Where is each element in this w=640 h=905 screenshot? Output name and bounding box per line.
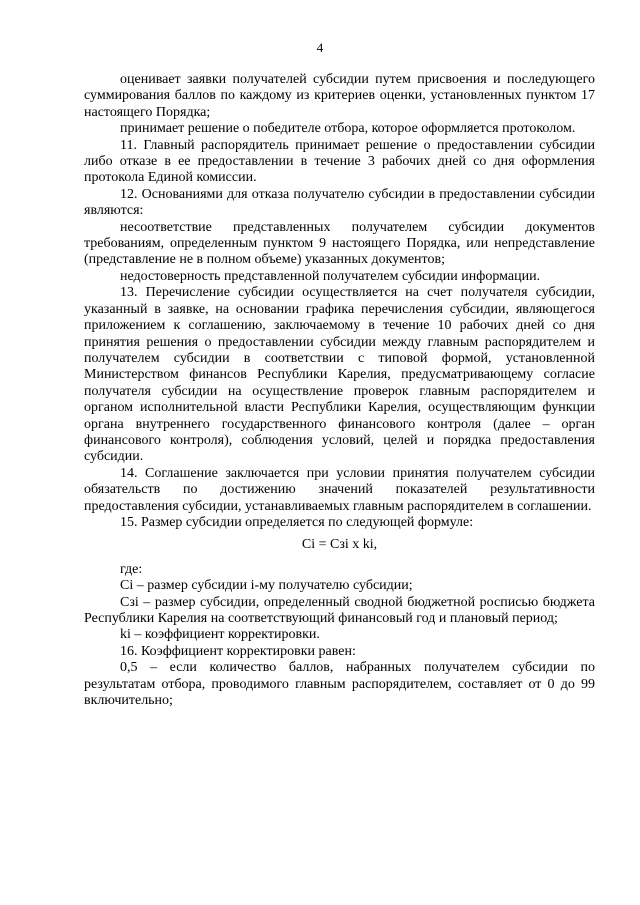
- paragraph-winner-decision: принимает решение о победителе отбора, которое оформляется протоколом.: [120, 121, 576, 137]
- paragraph-15: 15. Размер субсидии определяется по следующей формуле:: [120, 514, 474, 530]
- paragraph-16: 16. Коэффициент корректировки равен:: [120, 643, 356, 659]
- subsidy-formula: Ci = Сзi x ki,: [301, 537, 378, 553]
- paragraph-ci-definition: Ci – размер субсидии i-му получателю субсидии;: [120, 578, 413, 594]
- paragraph-where: где:: [120, 561, 143, 577]
- document-body: [84, 72, 595, 709]
- page-number: 4: [316, 40, 324, 55]
- paragraph-12-item-2: недостоверность представленной получателем субсидии информации.: [120, 268, 541, 284]
- paragraph-13: 13. Перечисление субсидии осуществляется на счет получателя субсидии, указанный в заявке, на основании графика перечисления субсидии, являющегося приложением к соглашению, заключаемому в течение 10 рабочих дней со дня принятия решения о предоставлении субсидии между главным распорядителем и получателем субсидии в соответствии с типовой формой, установленной Министерством финансов Республики Карелия, предусматривающему согласие получателя субсидии на осуществление проверок главным распорядителем и органом исполнительной власти Республики Карелия, осуществляющим функции органа внутреннего государственного финансового контроля (далее – орган финансового контроля), соблюдения условий, целей и порядка предоставления субсидии.: [84, 285, 595, 465]
- paragraph-evaluation: оценивает заявки получателей субсидии путем присвоения и последующего суммирования баллов по каждому из критериев оценки, установленных пунктом 17 настоящего Порядка;: [84, 72, 595, 120]
- paragraph-16-item-1: 0,5 – если количество баллов, набранных получателем субсидии по результатам отбора, проводимого главным распорядителем, составляет от 0 до 99 включительно;: [84, 660, 595, 709]
- paragraph-ki-definition: ki – коэффициент корректировки.: [120, 627, 320, 643]
- paragraph-12: 12. Основаниями для отказа получателю субсидии в предоставлении субсидии являются:: [84, 186, 595, 219]
- paragraph-12-item-1: несоответствие представленных получателем субсидии документов требованиям, определенным пунктом 9 настоящего Порядка, или непредставление (представление не в полном объеме) указанных документов;: [84, 219, 595, 268]
- paragraph-czi-definition: Сзi – размер субсидии, определенный сводной бюджетной росписью бюджета Республики Карелия на соответствующий финансовый год и плановый период;: [84, 594, 595, 626]
- paragraph-11: 11. Главный распорядитель принимает решение о предоставлении субсидии либо отказе в ее предоставлении в течение 3 рабочих дней со дня оформления протокола Единой комиссии.: [84, 137, 595, 186]
- paragraph-14: 14. Соглашение заключается при условии принятия получателем субсидии обязательств по достижению значений показателей результативности предоставления субсидии, устанавливаемых главным распорядителем в соглашении.: [84, 465, 595, 514]
